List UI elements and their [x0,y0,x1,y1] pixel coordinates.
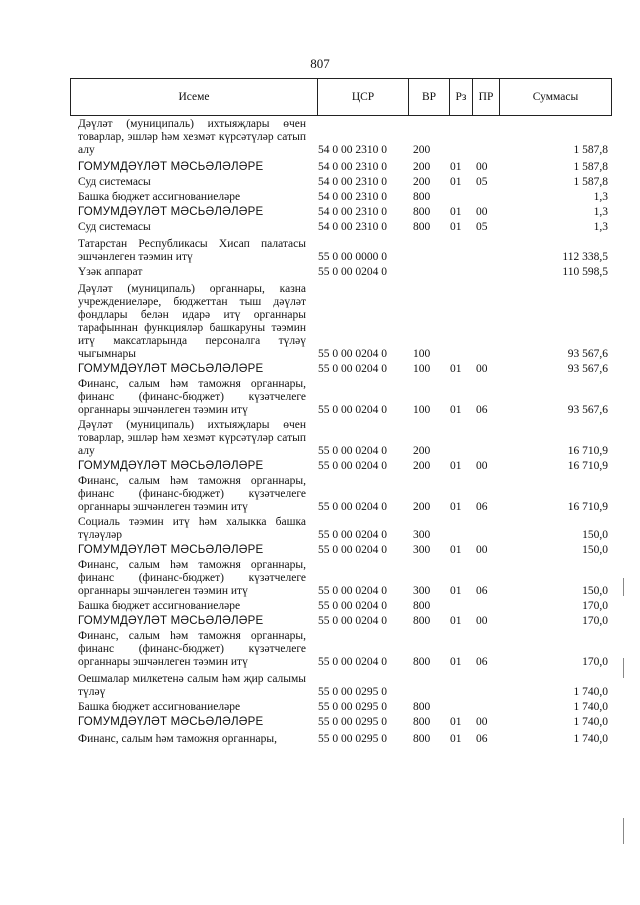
row-pr: 00 [476,460,488,472]
row-pr: 00 [476,161,488,173]
row-csr: 55 0 00 0204 0 [318,529,387,541]
header-vr: ВР [409,79,450,115]
row-csr: 55 0 00 0204 0 [318,445,387,457]
table-row [78,600,608,613]
row-vr: 200 [413,445,431,457]
table-row [78,206,608,219]
row-sum: 1 740,0 [573,716,608,728]
row-name: Дәүләт (муниципаль) ихтыяҗлары өчен товарлар, эшләр һәм хезмәт күрсәтүләр сатып алу [78,419,306,457]
row-rz: 01 [450,404,462,416]
row-vr: 800 [413,701,431,713]
row-name: Дәүләт (муниципаль) органнары, казна учреждениеләре, бюджеттан тыш дәүләт фондлары белән идарә итү органнары тарафыннан функцияләр башкаруны тәэмин итү максатларында персоналга түләү чыгымнары [78,283,306,360]
table-row [78,733,608,746]
row-sum: 93 567,6 [567,404,608,416]
row-csr: 54 0 00 2310 0 [318,221,387,233]
header-csr: ЦСР [318,79,409,115]
table-row [78,176,608,189]
header-sum: Суммасы [532,91,579,103]
table-row [78,701,608,714]
row-name: Суд системасы [78,176,151,188]
row-name: Финанс, салым һәм таможня органнары, финанс (финанс-бюджет) күзәтчелеге органнары эшчәнлеген тәэмин итү [78,559,306,597]
row-sum: 93 567,6 [567,363,608,375]
row-vr: 200 [413,460,431,472]
row-vr: 800 [413,733,431,745]
row-sum: 16 710,9 [567,460,608,472]
row-csr: 55 0 00 0204 0 [318,544,387,556]
row-vr: 200 [413,144,431,156]
row-name: Финанс, салым һәм таможня органнары, финанс (финанс-бюджет) күзәтчелеге органнары эшчәнлеген тәэмин итү [78,378,306,416]
row-rz: 01 [450,615,462,627]
row-csr: 55 0 00 0204 0 [318,460,387,472]
row-vr: 200 [413,501,431,513]
table-row [78,419,608,458]
row-sum: 16 710,9 [567,445,608,457]
page-number: 807 [310,56,330,71]
table-row [78,283,608,361]
row-csr: 55 0 00 0204 0 [318,363,387,375]
row-name: ГОМУМДӘҮЛӘТ МӘСЬӘЛӘЛӘРЕ [78,716,264,728]
row-rz: 01 [450,176,462,188]
row-pr: 00 [476,544,488,556]
table-row [78,615,608,628]
row-pr: 06 [476,404,488,416]
row-sum: 170,0 [582,600,608,612]
row-csr: 55 0 00 0204 0 [318,266,387,278]
row-sum: 112 338,5 [562,251,608,263]
row-name: ГОМУМДӘҮЛӘТ МӘСЬӘЛӘЛӘРЕ [78,206,264,218]
row-name: ГОМУМДӘҮЛӘТ МӘСЬӘЛӘЛӘРЕ [78,615,264,627]
row-vr: 800 [413,206,431,218]
row-sum: 1 740,0 [573,701,608,713]
row-vr: 800 [413,716,431,728]
row-sum: 150,0 [582,529,608,541]
table-row [78,460,608,473]
row-rz: 01 [450,585,462,597]
row-pr: 05 [476,176,488,188]
row-name: Дәүләт (муниципаль) ихтыяҗлары өчен товарлар, эшләр һәм хезмәт күрсәтүләр сатып алу [78,118,306,156]
row-csr: 54 0 00 2310 0 [318,144,387,156]
row-rz: 01 [450,733,462,745]
row-vr: 800 [413,656,431,668]
row-name: ГОМУМДӘҮЛӘТ МӘСЬӘЛӘЛӘРЕ [78,544,264,556]
table-row [78,118,608,157]
row-csr: 54 0 00 2310 0 [318,191,387,203]
row-csr: 54 0 00 2310 0 [318,206,387,218]
header-pr: ПР [473,79,500,115]
row-vr: 200 [413,161,431,173]
row-pr: 00 [476,615,488,627]
row-rz: 01 [450,656,462,668]
row-rz: 01 [450,363,462,375]
row-name: Үзәк аппарат [78,266,143,278]
table-row [78,161,608,174]
row-name: ГОМУМДӘҮЛӘТ МӘСЬӘЛӘЛӘРЕ [78,363,264,375]
row-name: Финанс, салым һәм таможня органнары, [78,733,277,745]
row-sum: 170,0 [582,615,608,627]
row-csr: 55 0 00 0295 0 [318,716,387,728]
row-sum: 1 740,0 [573,686,608,698]
row-sum: 16 710,9 [567,501,608,513]
row-pr: 06 [476,501,488,513]
row-pr: 06 [476,733,488,745]
row-vr: 800 [413,600,431,612]
row-name: Финанс, салым һәм таможня органнары, финанс (финанс-бюджет) күзәтчелеге органнары эшчәнлеген тәэмин итү [78,475,306,513]
row-pr: 06 [476,585,488,597]
margin-mark [623,818,624,844]
row-sum: 1,3 [593,206,608,218]
header-rz: Рз [450,79,473,115]
row-pr: 00 [476,206,488,218]
row-vr: 100 [413,404,431,416]
row-rz: 01 [450,544,462,556]
table-row [78,191,608,204]
row-name: Башка бюджет ассигнованиеләре [78,701,241,713]
row-name: ГОМУМДӘҮЛӘТ МӘСЬӘЛӘЛӘРЕ [78,460,264,472]
row-sum: 1,3 [593,191,608,203]
row-csr: 55 0 00 0204 0 [318,404,387,416]
row-vr: 300 [413,529,431,541]
row-sum: 110 598,5 [562,266,608,278]
row-csr: 55 0 00 0204 0 [318,615,387,627]
margin-mark [623,658,624,678]
row-pr: 05 [476,221,488,233]
row-csr: 55 0 00 0204 0 [318,600,387,612]
row-csr: 54 0 00 2310 0 [318,161,387,173]
row-vr: 300 [413,585,431,597]
row-csr: 54 0 00 2310 0 [318,176,387,188]
row-sum: 1,3 [593,221,608,233]
row-pr: 00 [476,363,488,375]
row-name: Татарстан Республикасы Хисап палатасы эшчәнлеген тәэмин итү [78,238,306,263]
row-vr: 800 [413,615,431,627]
table-row [78,673,608,699]
row-name: Суд системасы [78,221,151,233]
row-name: Финанс, салым һәм таможня органнары, финанс (финанс-бюджет) күзәтчелеге органнары эшчәнлеген тәэмин итү [78,630,306,668]
table-row [78,475,608,514]
table-row [78,630,608,669]
margin-mark [623,578,624,596]
row-name: Социаль тәэмин итү һәм халыкка башка түләүләр [78,516,306,541]
row-csr: 55 0 00 0204 0 [318,501,387,513]
row-vr: 300 [413,544,431,556]
row-name: Башка бюджет ассигнованиеләре [78,600,241,612]
row-sum: 1 740,0 [573,733,608,745]
row-sum: 170,0 [582,656,608,668]
row-vr: 800 [413,191,431,203]
row-sum: 1 587,8 [573,144,608,156]
table-row [78,378,608,417]
row-csr: 55 0 00 0295 0 [318,686,387,698]
row-csr: 55 0 00 0000 0 [318,251,387,263]
row-sum: 1 587,8 [573,161,608,173]
table-row [78,238,608,264]
row-name: ГОМУМДӘҮЛӘТ МӘСЬӘЛӘЛӘРЕ [78,161,264,173]
table-row [78,363,608,376]
row-csr: 55 0 00 0295 0 [318,733,387,745]
row-rz: 01 [450,161,462,173]
table-row [78,544,608,557]
table-header [70,78,612,116]
row-rz: 01 [450,221,462,233]
row-sum: 150,0 [582,544,608,556]
row-name: Башка бюджет ассигнованиеләре [78,191,241,203]
row-rz: 01 [450,716,462,728]
row-pr: 00 [476,716,488,728]
table-body [78,118,608,746]
row-csr: 55 0 00 0204 0 [318,656,387,668]
row-sum: 1 587,8 [573,176,608,188]
table-row [78,221,608,234]
row-sum: 150,0 [582,585,608,597]
row-sum: 93 567,6 [567,348,608,360]
row-vr: 800 [413,221,431,233]
row-vr: 200 [413,176,431,188]
table-row [78,516,608,542]
header-name: Исеме [71,79,318,115]
table-row [78,559,608,598]
row-csr: 55 0 00 0295 0 [318,701,387,713]
row-rz: 01 [450,460,462,472]
row-rz: 01 [450,206,462,218]
row-csr: 55 0 00 0204 0 [318,585,387,597]
row-rz: 01 [450,501,462,513]
row-name: Оешмалар милкетенә салым һәм җир салымы түләү [78,673,306,698]
table-row [78,266,608,279]
row-vr: 100 [413,363,431,375]
row-vr: 100 [413,348,431,360]
row-pr: 06 [476,656,488,668]
table-row [78,716,608,729]
row-csr: 55 0 00 0204 0 [318,348,387,360]
